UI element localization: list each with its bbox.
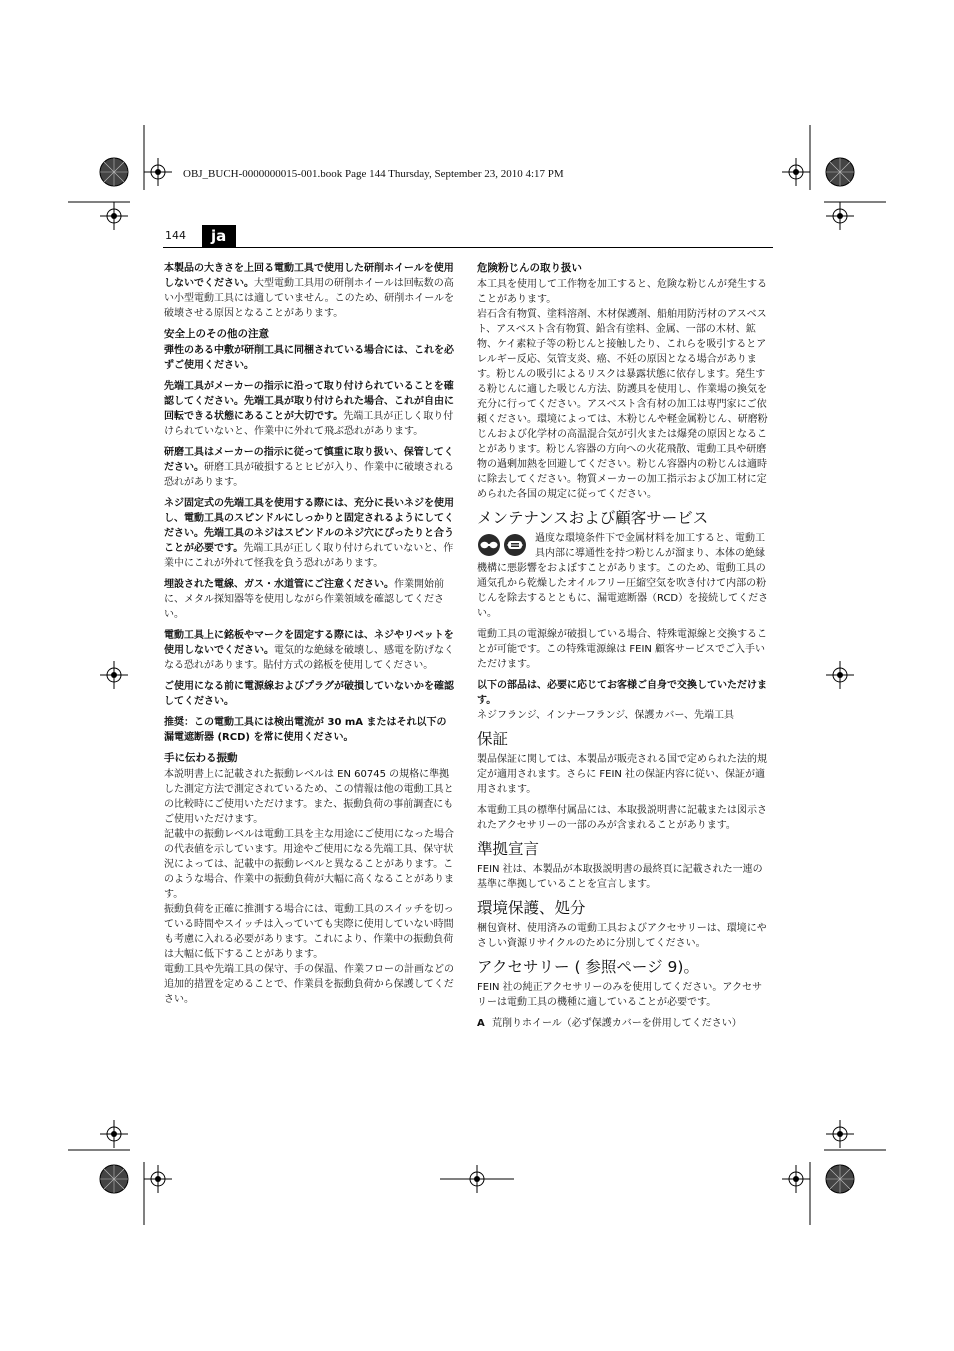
registration-cross-icon [100,1120,128,1148]
section-title: 準拠宣言 [477,840,540,858]
paragraph: 本工具を使用して工作物を加工すると、危険な粉じんが発生することがあります。 [477,279,767,305]
paragraph: ネジ固定式の先端工具を使用する際には、充分に長いネジを使用し、電動工具のスピンドルにしっかりと固定されるようにしてください。先端工具のネジはスピンドルのネジ穴にぴったりと合うことが必要です。先端工具が正しく取り付けられていないと、作業中にこれが外れて怪我を負う恐れがあります。 [164,498,454,569]
paragraph: 電動工具上に銘板やマークを固定する際には、ネジやリベットを使用しないでください。電気的な絶縁を破壊し、感電を防げなくなる恐れがあります。貼付方式の銘板を使用してください。 [164,630,454,671]
paragraph: 記載中の振動レベルは電動工具を主な用途にご使用になった場合の代表値を示しています。用途やご使用になる先端工具、保守状況によっては、記載中の振動レベルと異なることがあります。このような場合、作業中の振動負荷が大幅に高くなることがあります。 [164,829,454,900]
registration-cross-icon [826,661,854,689]
paragraph: FEIN 社の純正アクセサリーのみを使用してください。アクセサリーは電動工具の機種に適していることが必要です。 [477,982,763,1008]
registration-star-icon [100,158,128,186]
goggles-icon [478,534,500,556]
paragraph: 弾性のある中敷が研削工具に同梱されている場合には、これを必ずご使用ください。 [164,345,454,371]
paragraph: 電動工具の電源線が破損している場合、特殊電源線と交換することが可能です。この特殊電源線は FEIN 顧客サービスでご入手いただけます。 [477,629,767,670]
safety-icons [477,533,529,557]
registration-cross-icon [144,1165,172,1193]
paragraph: 以下の部品は、必要に応じてお客様ご自身で交換していただけます。 [477,680,767,706]
paragraph: 過度な環境条件下で金属材料を加工すると、電動工具内部に導通性を持つ粉じんが溜まり、本体の絶縁機構に悪影響をおよぼすことがあります。このため、電動工具の通気孔から乾燥したオイルフリー圧縮空気を吹き付けて内部の粉じんを除去するとともに、漏電遮断器（RCD）を接続してください。 [477,533,769,619]
right-column [477,261,771,1031]
paragraph: 本電動工具の標準付属品には、本取扱説明書に記載または図示されたアクセサリーの一部のみが含まれることがあります。 [477,805,767,831]
header-rule [163,247,773,248]
paragraph: 梱包資材、使用済みの電動工具およびアクセサリーは、環境にやさしい資源リサイクルのために分別してください。 [477,923,767,949]
paragraph: 埋設された電線、ガス・水道管にご注意ください。作業開始前に、メタル探知器等を使用しながら作業領域を確認してください。 [164,579,444,620]
registration-cross-icon [826,1120,854,1148]
paragraph: ネジフランジ、インナーフランジ、保護カバー、先端工具 [477,710,734,721]
registration-star-icon [826,1165,854,1193]
paragraph: FEIN 社は、本製品が本取扱説明書の最終頁に記載された一連の基準に準拠していることを宣言します。 [477,864,763,890]
section-heading: 手に伝わる振動 [164,752,238,764]
list-item [477,1016,771,1031]
section-title: 保証 [477,730,509,748]
registration-cross-icon [782,158,810,186]
paragraph: 本説明書上に記載された振動レベルは EN 60745 の規格に準拠した測定方法で測定されているため、この情報は他の電動工具との比較時にご使用いただけます。また、振動負荷の事前調査にもご使用いただけます。 [164,769,454,825]
paragraph: 推奨：この電動工具には検出電流が 30 mA またはそれ以下の漏電遮断器 (RCD) を常に使用ください。 [164,717,447,743]
language-tab: ja [202,225,236,247]
paragraph: 振動負荷を正確に推測する場合には、電動工具のスイッチを切っている時間やスイッチは入っていても実際に使用していない時間も考慮に入れる必要があります。これにより、作業中の振動負荷は大幅に低下することがあります。 [164,904,454,960]
paragraph: 研磨工具はメーカーの指示に従って慎重に取り扱い、保管してください。研磨工具が破損するとヒビが入り、作業中に破壊される恐れがあります。 [164,447,454,488]
paragraph: 岩石含有物質、塗料溶剤、木材保護剤、船舶用防汚材のアスベスト、アスベスト含有物質、鉛含有塗料、金属、一部の木材、鉱物、ケイ素粒子等の粉じんと接触したり、これらを吸引するとアレルギー反応、気管支炎、癌、不妊の原因となる場合があります。粉じんの吸引によるリスクは暴露状態に依存します。発生する粉じんに適した吸じん方法、防護具を使用し、作業場の換気を充分に行ってください。アスベスト含有材の加工は専門家にご依頼ください。環境によっては、木粉じんや軽金属粉じん、研磨粉じんおよび化学材の高温混合気が引火または爆発の原因となることがあります。粉じん容器の方向への火花飛散、電動工具や研磨物の過剰加熱を回避してください。粉じん容器内の粉じんは適時に除去してください。物質メーカーの加工指示および加工材に定められた各国の規定に従ってください。 [477,309,768,500]
section-heading: 安全上のその他の注意 [164,328,269,340]
left-column [164,261,456,1013]
list-item-letter: A [477,1018,485,1029]
paragraph: 製品保証に関しては、本製品が販売される国で定められた法的規定が適用されます。さらに FEIN 社の保証内容に従い、保証が適用されます。 [477,754,767,795]
paragraph: ご使用になる前に電源線およびプラグが破損していないかを確認してください。 [164,681,454,707]
dust-mask-icon [504,534,526,556]
section-title: アクセサリー ( 参照ページ 9)。 [477,958,699,976]
paragraph: 本製品の大きさを上回る電動工具で使用した研削ホイールを使用しないでください。大型電動工具用の研削ホイールは回転数の高い小型電動工具には適していません。このため、研削ホイールを破壊させる原因となることがあります。 [164,263,454,319]
paragraph: 電動工具や先端工具の保守、手の保温、作業フローの計画などの追加的措置を定めることで、作業員を振動負荷から保護してください。 [164,964,454,1005]
page-number: 144 [165,229,186,242]
section-heading: 危険粉じんの取り扱い [477,262,582,274]
section-title: 環境保護、処分 [477,899,586,917]
section-title: メンテナンスおよび顧客サービス [477,509,709,527]
list-item-text: 荒削りホイール（必ず保護カバーを併用してください） [492,1018,742,1029]
file-slug: OBJ_BUCH-0000000015-001.book Page 144 Thursday, September 23, 2010 4:17 PM [183,168,564,180]
paragraph: 先端工具がメーカーの指示に沿って取り付けられていることを確認してください。先端工具が取り付けられた場合、これが自由に回転できる状態にあることが大切です。先端工具が正しく取り付けられていないと、作業中に外れて飛ぶ恐れがあります。 [164,381,454,437]
registration-cross-icon [144,158,172,186]
registration-star-icon [100,1165,128,1193]
registration-cross-icon [782,1165,810,1193]
registration-cross-icon [100,661,128,689]
registration-cross-icon [100,202,128,230]
registration-star-icon [826,158,854,186]
registration-cross-icon [826,202,854,230]
